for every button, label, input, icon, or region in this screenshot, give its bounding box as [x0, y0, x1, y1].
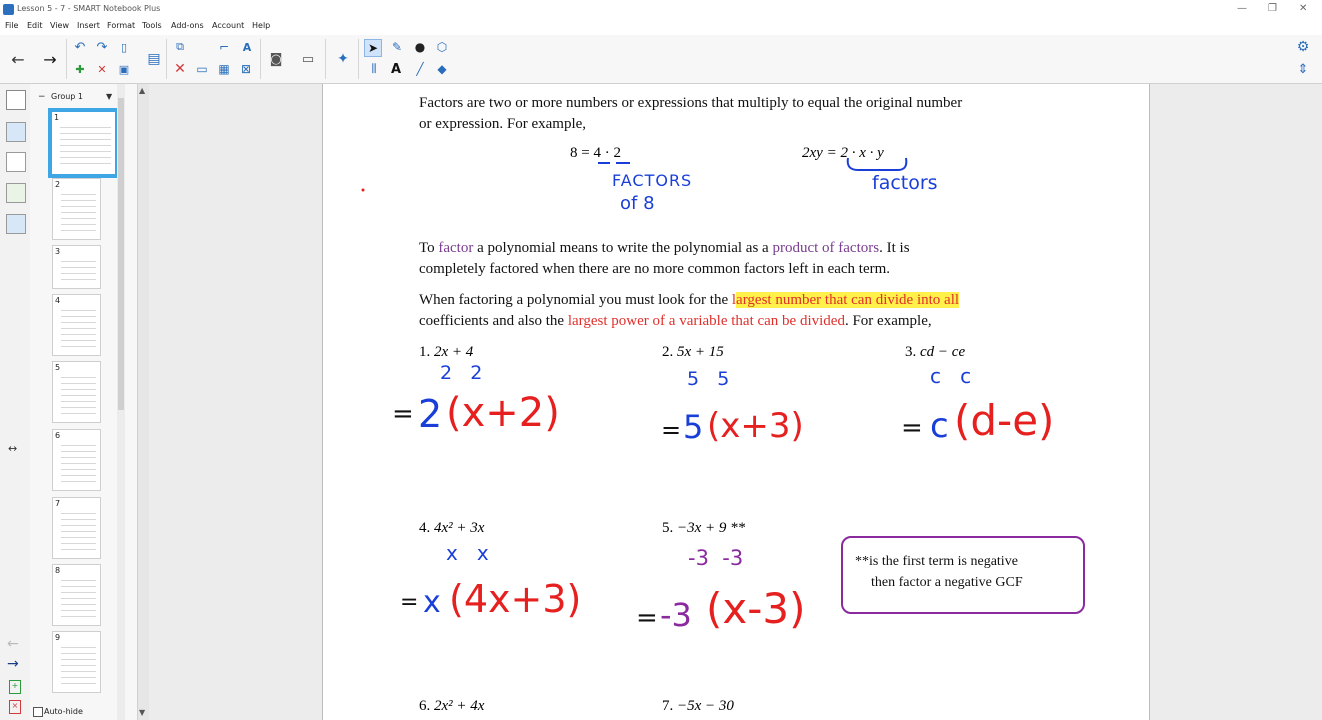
- page-thumbnail[interactable]: 9: [52, 631, 101, 693]
- hw-equals-4: =: [400, 590, 419, 615]
- paste-icon[interactable]: ▤: [147, 51, 161, 67]
- addon-icon[interactable]: ✦: [337, 51, 349, 67]
- note-line2: then factor a negative GCF: [871, 575, 1023, 590]
- previous-page-icon[interactable]: ←: [7, 636, 19, 652]
- autohide-label: Auto-hide: [44, 707, 83, 716]
- spell-check-icon[interactable]: A: [242, 40, 252, 54]
- problem-5: 5. −3x + 9 **: [662, 520, 746, 536]
- menu-edit[interactable]: Edit: [27, 21, 43, 30]
- page-thumbnail[interactable]: 2: [52, 178, 101, 240]
- shape-tool-icon[interactable]: ●: [414, 40, 426, 54]
- intro-text-line1: Factors are two or more numbers or expressions that multiply to equal the original number: [419, 95, 963, 111]
- crop-icon[interactable]: ⌐: [218, 40, 230, 54]
- page-thumbnail[interactable]: 4: [52, 294, 101, 356]
- hw-factored-5: (x-3): [706, 584, 806, 633]
- gcf-rule-line2: coefficients and also the largest power of a variable that can be divided. For example,: [419, 313, 932, 329]
- menu-format[interactable]: Format: [107, 21, 136, 30]
- copy-icon[interactable]: ⧉: [176, 40, 184, 53]
- group-menu-chevron-icon[interactable]: ▼: [106, 92, 113, 101]
- resize-arrows-icon[interactable]: ↔: [8, 442, 18, 455]
- menu-tools[interactable]: Tools: [142, 21, 162, 30]
- page-thumbnail[interactable]: 6: [52, 429, 101, 491]
- table-icon[interactable]: ▦: [218, 62, 230, 76]
- save-icon[interactable]: ▣: [118, 62, 130, 76]
- group-label: Group 1: [51, 92, 83, 101]
- hw-divisors-5: -3 -3: [688, 546, 744, 570]
- handwritten-factors-label: FACTORS: [612, 171, 693, 190]
- delete-page-icon[interactable]: ✕: [97, 62, 107, 76]
- line-tool-icon[interactable]: ╱: [416, 62, 424, 76]
- close-button[interactable]: ✕: [1299, 3, 1308, 14]
- page-thumbnail[interactable]: 1: [48, 108, 119, 178]
- page-thumbnail[interactable]: 8: [52, 564, 101, 626]
- minimize-button[interactable]: —: [1237, 3, 1247, 14]
- definition-line2: completely factored when there are no more common factors left in each term.: [419, 261, 891, 277]
- fill-tool-icon[interactable]: ⬡: [436, 40, 448, 54]
- gcf-rule-line1: When factoring a polynomial you must look for the largest number that can divide into all: [419, 292, 960, 308]
- problem-6: 6. 2x² + 4x: [419, 698, 485, 714]
- ink-dot: [362, 189, 365, 192]
- hw-divisors-1: 2 2: [440, 362, 483, 384]
- definition-line1: To factor a polynomial means to write the polynomial as a product of factors. It is: [419, 240, 910, 256]
- settings-gear-icon[interactable]: ⚙: [1296, 39, 1310, 55]
- back-arrow-icon[interactable]: ←: [11, 49, 25, 69]
- problem-4: 4. 4x² + 3x: [419, 520, 485, 536]
- next-page-icon[interactable]: →: [7, 656, 19, 672]
- menu-insert[interactable]: Insert: [77, 21, 100, 30]
- hw-equals-5: =: [636, 603, 658, 633]
- fullscreen-icon[interactable]: ⊠: [240, 62, 252, 76]
- problem-2: 2. 5x + 15: [662, 344, 724, 360]
- handwritten-factors: factors: [872, 172, 938, 194]
- scroll-up-icon[interactable]: ▲: [139, 86, 146, 95]
- hw-gcf-3: c: [930, 406, 949, 446]
- record-icon[interactable]: ▭: [301, 51, 315, 67]
- collapse-group-icon[interactable]: −: [38, 92, 46, 102]
- add-page-icon[interactable]: +: [9, 680, 21, 694]
- page-thumbnail[interactable]: 5: [52, 361, 101, 423]
- menu-account[interactable]: Account: [212, 21, 245, 30]
- hw-equals-3: =: [901, 413, 923, 443]
- hw-factored-2: (x+3): [707, 406, 804, 446]
- measure-tool-icon[interactable]: ⫼: [371, 62, 377, 75]
- screen-shade-icon[interactable]: ▭: [196, 62, 208, 76]
- hw-divisors-3: c c: [930, 364, 972, 388]
- document-icon[interactable]: ▯: [120, 40, 128, 54]
- problem-3: 3. cd − ce: [905, 344, 966, 360]
- undo-icon[interactable]: ↶: [74, 39, 86, 55]
- example-8-factors: 8 = 4 · 2: [570, 145, 621, 161]
- problem-1: 1. 2x + 4: [419, 344, 474, 360]
- window-title: Lesson 5 - 7 - SMART Notebook Plus: [17, 4, 161, 13]
- text-tool-icon[interactable]: A: [390, 61, 402, 77]
- delete-icon[interactable]: ✕: [174, 61, 186, 77]
- toolbar-position-icon[interactable]: ⇕: [1297, 61, 1309, 77]
- intro-text-line2: or expression. For example,: [419, 116, 587, 132]
- menu-view[interactable]: View: [50, 21, 69, 30]
- hw-gcf-1: 2: [418, 392, 443, 436]
- hw-factored-1: (x+2): [446, 390, 560, 436]
- hw-equals-1: =: [392, 399, 414, 429]
- hw-gcf-4: x: [423, 585, 441, 620]
- example-2xy-factors: 2xy = 2 · x · y: [802, 145, 884, 161]
- hw-factored-3: (d-e): [954, 396, 1055, 445]
- brace-stroke: [848, 158, 907, 170]
- handwritten-of-8: of 8: [620, 193, 655, 214]
- add-page-icon[interactable]: ✚: [75, 62, 85, 76]
- pen-tool-icon[interactable]: ✎: [391, 40, 403, 54]
- hw-divisors-2: 5 5: [687, 368, 730, 390]
- hw-gcf-5: -3: [660, 596, 692, 634]
- scroll-down-icon[interactable]: ▼: [139, 708, 146, 717]
- menu-help[interactable]: Help: [252, 21, 271, 30]
- problem-7: 7. −5x − 30: [662, 698, 734, 714]
- forward-arrow-icon[interactable]: →: [43, 49, 57, 69]
- camera-icon[interactable]: ◙: [269, 51, 283, 67]
- restore-button[interactable]: ❐: [1268, 3, 1277, 14]
- note-line1: **is the first term is negative: [855, 554, 1018, 569]
- eraser-icon[interactable]: ◆: [437, 62, 447, 76]
- menu-addons[interactable]: Add-ons: [171, 21, 204, 30]
- delete-page-icon[interactable]: ×: [9, 700, 21, 714]
- page-thumbnail[interactable]: 3: [52, 245, 101, 289]
- menu-file[interactable]: File: [5, 21, 19, 30]
- select-tool-icon[interactable]: ➤: [364, 39, 382, 57]
- hw-divisors-4: x x: [446, 541, 489, 565]
- redo-icon[interactable]: ↷: [96, 39, 108, 55]
- page-thumbnail[interactable]: 7: [52, 497, 101, 559]
- hw-gcf-2: 5: [683, 408, 704, 446]
- hw-factored-4: (4x+3): [449, 577, 582, 621]
- hw-equals-2: =: [661, 416, 682, 444]
